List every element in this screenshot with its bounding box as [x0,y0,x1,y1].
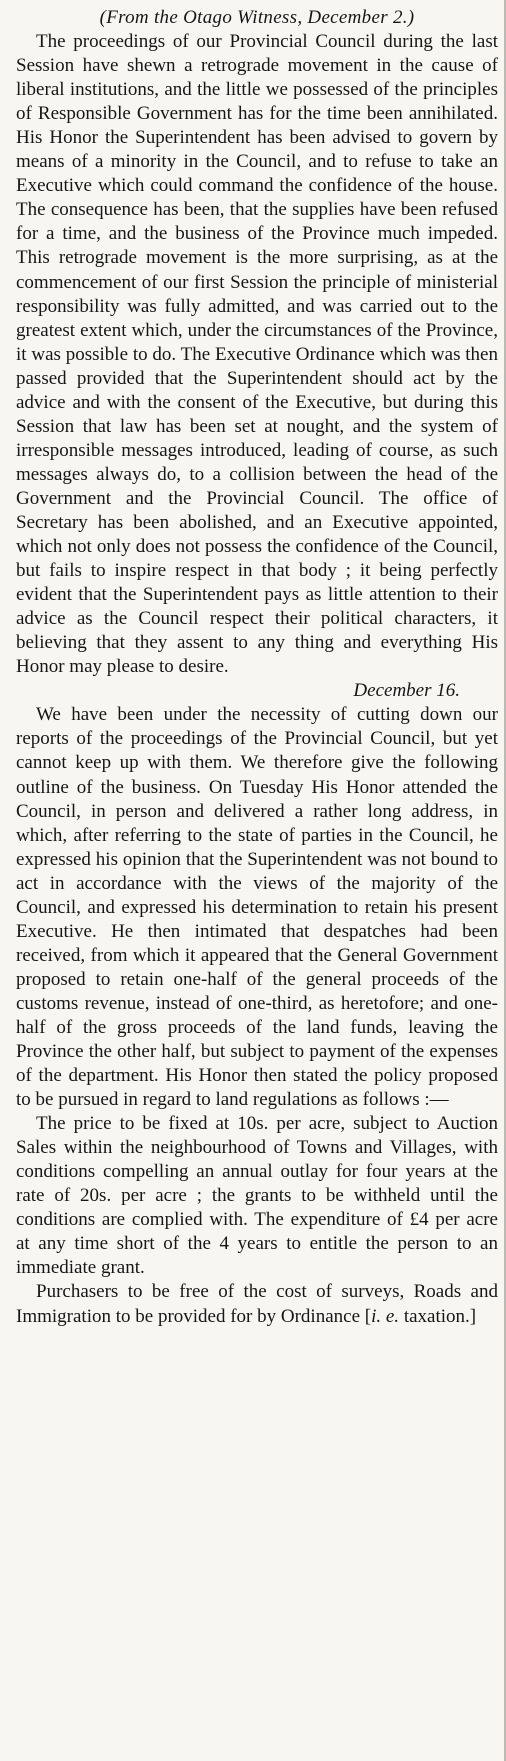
paragraph-3: The price to be fixed at 10s. per acre, subject to Auction Sales within the neighbourhood of Towns and Villages, with conditions compelling an annual outlay for four years at the rate of 20s. per acre ; the grants to be withheld until the conditions are complied with. The expenditure of £4 per acre at any time short of the 4 years to entitle the person to an immediate grant. [16,1113,498,1279]
paragraph-4-end: taxation.] [399,1305,477,1327]
date-heading: December 16. [353,680,460,702]
paragraph-4 [16,1280,498,1328]
paragraph-4-main: Purchasers to be free of the cost of surveys, Roads and Immigration to be provided for by Ordinance [ [16,1281,498,1327]
paragraph-1: The proceedings of our Provincial Council during the last Session have shewn a retrograde movement in the cause of liberal institutions, and the little we possessed of the principles of Responsible Government has for the time been annihilated. His Honor the Superintendent has been advised to govern by means of a minority in the Council, and to refuse to take an Executive which could command the confidence of the house. The consequence has been, that the supplies have been refused for a time, and the business of the Province much impeded. This retrograde movement is the more surprising, as at the commencement of our first Session the principle of ministerial responsibility was fully admitted, and was carried out to the greatest extent which, under the circumstances of the Province, it was possible to do. The Executive Ordinance which was then passed provided that the Superintendent should act by the advice and with the consent of the Executive, but during this Session that law has been set at nought, and the system of irresponsible messages introduced, leading of course, as such messages always do, to a collision between the head of the Government and the Provincial Council. The office of Secretary has been abolished, and an Executive appointed, which not only does not possess the confidence of the Council, but fails to inspire respect in that body ; it being perfectly evident that the Superintendent pays as little attention to their advice as the Council respect their political characters, it believing that they assent to any thing and everything His Honor may please to desire. [16,31,498,678]
dateline: (From the Otago Witness, December 2.) [99,7,415,28]
paragraph-4-italic: i. e. [371,1305,400,1327]
paragraph-2: We have been under the necessity of cutting down our reports of the proceedings of the Provincial Council, but yet cannot keep up with them. We therefore give the following outline of the business. On Tuesday His Honor attended the Council, in person and delivered a rather long address, in which, after referring to the state of parties in the Council, he expressed his opinion that the Superintendent was not bound to act in accordance with the views of the majority of the Council, and expressed his determination to retain his present Executive. He then intimated that despatches had been received, from which it appeared that the General Government proposed to retain one-half of the general proceeds of the customs revenue, instead of one-third, as heretofore; and one-half of the gross proceeds of the land funds, leaving the Province the other half, but subject to payment of the expenses of the department. His Honor then stated the policy proposed to be pursued in regard to land regulations as follows :— [16,704,498,1111]
